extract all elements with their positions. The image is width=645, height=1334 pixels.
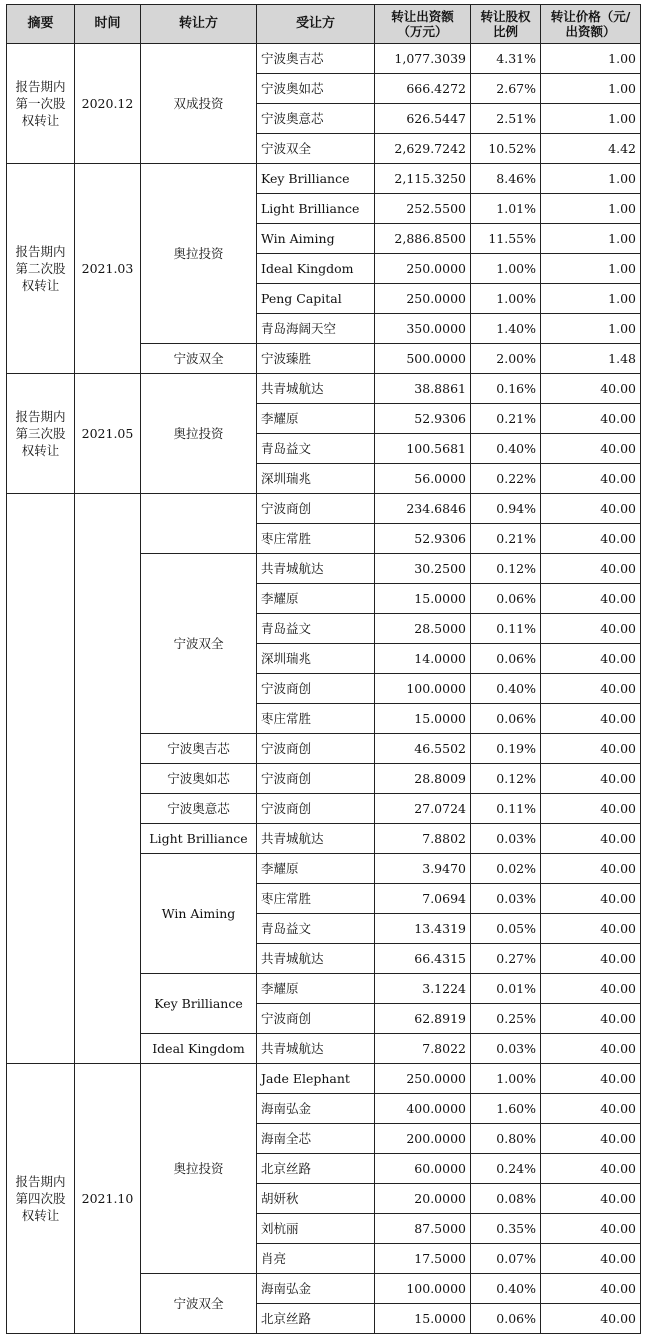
transferor-cell: 奥拉投资: [141, 1064, 257, 1274]
table-row: [7, 164, 641, 194]
price-cell: 40.00: [541, 554, 641, 584]
transferor-cell: 宁波奥如芯: [141, 764, 257, 794]
amount-cell: 30.2500: [375, 554, 471, 584]
transferee-cell: 海南弘金: [257, 1274, 375, 1304]
summary-cell: 报告期内第四次股权转让: [7, 1064, 75, 1334]
amount-cell: 7.8802: [375, 824, 471, 854]
header-transferor: 转让方: [141, 5, 257, 44]
amount-cell: 87.5000: [375, 1214, 471, 1244]
ratio-cell: 0.19%: [471, 734, 541, 764]
ratio-cell: 0.07%: [471, 1244, 541, 1274]
table-row: [7, 374, 641, 404]
transferee-cell: 北京丝路: [257, 1304, 375, 1334]
price-cell: 1.00: [541, 44, 641, 74]
summary-cell: 报告期内第三次股权转让: [7, 374, 75, 494]
transferee-cell: 胡妍秋: [257, 1184, 375, 1214]
price-cell: 40.00: [541, 674, 641, 704]
transferee-cell: 青岛海阔天空: [257, 314, 375, 344]
amount-cell: 66.4315: [375, 944, 471, 974]
transferee-cell: 宁波商创: [257, 734, 375, 764]
price-cell: 40.00: [541, 704, 641, 734]
price-cell: 40.00: [541, 524, 641, 554]
header-price: 转让价格（元/出资额）: [541, 5, 641, 44]
table-row: [7, 494, 641, 524]
ratio-cell: 0.06%: [471, 1304, 541, 1334]
transferee-cell: 共青城航达: [257, 944, 375, 974]
table-row: [7, 44, 641, 74]
ratio-cell: 0.21%: [471, 404, 541, 434]
amount-cell: 62.8919: [375, 1004, 471, 1034]
price-cell: 1.00: [541, 164, 641, 194]
date-cell: 2020.12: [75, 44, 141, 164]
price-cell: 1.48: [541, 344, 641, 374]
ratio-cell: 0.06%: [471, 584, 541, 614]
ratio-cell: 1.01%: [471, 194, 541, 224]
amount-cell: 20.0000: [375, 1184, 471, 1214]
amount-cell: 38.8861: [375, 374, 471, 404]
date-cell: 2021.10: [75, 1064, 141, 1334]
ratio-cell: 0.03%: [471, 1034, 541, 1064]
amount-cell: 15.0000: [375, 584, 471, 614]
ratio-cell: 1.60%: [471, 1094, 541, 1124]
amount-cell: 28.8009: [375, 764, 471, 794]
transferor-cell: 奥拉投资: [141, 374, 257, 494]
ratio-cell: 0.35%: [471, 1214, 541, 1244]
amount-cell: 27.0724: [375, 794, 471, 824]
ratio-cell: 0.11%: [471, 794, 541, 824]
transferee-cell: 宁波商创: [257, 794, 375, 824]
price-cell: 1.00: [541, 284, 641, 314]
transferee-cell: 深圳瑞兆: [257, 644, 375, 674]
transferee-cell: 李耀原: [257, 974, 375, 1004]
transferor-cell: 宁波奥吉芯: [141, 734, 257, 764]
transferee-cell: 海南弘金: [257, 1094, 375, 1124]
price-cell: 40.00: [541, 584, 641, 614]
amount-cell: 15.0000: [375, 704, 471, 734]
amount-cell: 100.0000: [375, 674, 471, 704]
ratio-cell: 0.05%: [471, 914, 541, 944]
transferor-cell: 宁波双全: [141, 344, 257, 374]
header-summary: 摘要: [7, 5, 75, 44]
ratio-cell: 0.12%: [471, 764, 541, 794]
price-cell: 40.00: [541, 1244, 641, 1274]
table-body: [7, 44, 641, 1334]
transferor-cell: 双成投资: [141, 44, 257, 164]
transferor-cell: 宁波奥意芯: [141, 794, 257, 824]
amount-cell: 17.5000: [375, 1244, 471, 1274]
transferee-cell: 宁波奥吉芯: [257, 44, 375, 74]
amount-cell: 200.0000: [375, 1124, 471, 1154]
transferor-cell: [141, 494, 257, 554]
transferee-cell: 宁波商创: [257, 674, 375, 704]
price-cell: 40.00: [541, 1184, 641, 1214]
price-cell: 40.00: [541, 854, 641, 884]
amount-cell: 350.0000: [375, 314, 471, 344]
transferee-cell: 宁波商创: [257, 1004, 375, 1034]
ratio-cell: 2.67%: [471, 74, 541, 104]
price-cell: 40.00: [541, 974, 641, 1004]
amount-cell: 7.8022: [375, 1034, 471, 1064]
ratio-cell: 0.03%: [471, 824, 541, 854]
ratio-cell: 0.03%: [471, 884, 541, 914]
transferee-cell: 宁波臻胜: [257, 344, 375, 374]
price-cell: 40.00: [541, 1004, 641, 1034]
amount-cell: 2,886.8500: [375, 224, 471, 254]
price-cell: 40.00: [541, 404, 641, 434]
header-transferee: 受让方: [257, 5, 375, 44]
amount-cell: 250.0000: [375, 254, 471, 284]
transferee-cell: 宁波奥意芯: [257, 104, 375, 134]
price-cell: 4.42: [541, 134, 641, 164]
price-cell: 40.00: [541, 1304, 641, 1334]
ratio-cell: 0.12%: [471, 554, 541, 584]
transferee-cell: 宁波双全: [257, 134, 375, 164]
summary-cell: 报告期内第一次股权转让: [7, 44, 75, 164]
transferee-cell: 青岛益文: [257, 614, 375, 644]
table-header-row: [7, 5, 641, 44]
transferor-cell: 奥拉投资: [141, 164, 257, 344]
ratio-cell: 10.52%: [471, 134, 541, 164]
amount-cell: 13.4319: [375, 914, 471, 944]
price-cell: 40.00: [541, 1064, 641, 1094]
ratio-cell: 0.25%: [471, 1004, 541, 1034]
price-cell: 40.00: [541, 764, 641, 794]
amount-cell: 46.5502: [375, 734, 471, 764]
amount-cell: 2,115.3250: [375, 164, 471, 194]
transferee-cell: Peng Capital: [257, 284, 375, 314]
ratio-cell: 0.27%: [471, 944, 541, 974]
price-cell: 40.00: [541, 734, 641, 764]
price-cell: 40.00: [541, 374, 641, 404]
ratio-cell: 1.00%: [471, 284, 541, 314]
transferor-cell: Key Brilliance: [141, 974, 257, 1034]
ratio-cell: 8.46%: [471, 164, 541, 194]
summary-cell: 报告期内第二次股权转让: [7, 164, 75, 374]
ratio-cell: 2.00%: [471, 344, 541, 374]
price-cell: 1.00: [541, 74, 641, 104]
transferor-cell: Win Aiming: [141, 854, 257, 974]
price-cell: 40.00: [541, 884, 641, 914]
price-cell: 40.00: [541, 1034, 641, 1064]
transferee-cell: 宁波奥如芯: [257, 74, 375, 104]
ratio-cell: 0.40%: [471, 674, 541, 704]
summary-cell: [7, 494, 75, 1064]
transferee-cell: 青岛益文: [257, 434, 375, 464]
price-cell: 1.00: [541, 224, 641, 254]
transferee-cell: 枣庄常胜: [257, 884, 375, 914]
amount-cell: 250.0000: [375, 1064, 471, 1094]
ratio-cell: 0.40%: [471, 434, 541, 464]
amount-cell: 666.4272: [375, 74, 471, 104]
transferee-cell: Light Brilliance: [257, 194, 375, 224]
ratio-cell: 0.08%: [471, 1184, 541, 1214]
amount-cell: 234.6846: [375, 494, 471, 524]
price-cell: 40.00: [541, 494, 641, 524]
transferor-cell: 宁波双全: [141, 1274, 257, 1334]
amount-cell: 500.0000: [375, 344, 471, 374]
amount-cell: 7.0694: [375, 884, 471, 914]
ratio-cell: 0.40%: [471, 1274, 541, 1304]
transferee-cell: Ideal Kingdom: [257, 254, 375, 284]
transferee-cell: 深圳瑞兆: [257, 464, 375, 494]
price-cell: 40.00: [541, 1094, 641, 1124]
transferee-cell: Jade Elephant: [257, 1064, 375, 1094]
ratio-cell: 0.24%: [471, 1154, 541, 1184]
transferee-cell: 枣庄常胜: [257, 524, 375, 554]
transferee-cell: 宁波商创: [257, 494, 375, 524]
amount-cell: 252.5500: [375, 194, 471, 224]
ratio-cell: 1.00%: [471, 254, 541, 284]
ratio-cell: 1.00%: [471, 1064, 541, 1094]
price-cell: 40.00: [541, 1124, 641, 1154]
amount-cell: 100.5681: [375, 434, 471, 464]
transferor-cell: 宁波双全: [141, 554, 257, 734]
ratio-cell: 2.51%: [471, 104, 541, 134]
transferee-cell: 宁波商创: [257, 764, 375, 794]
date-cell: 2021.03: [75, 164, 141, 374]
price-cell: 40.00: [541, 464, 641, 494]
ratio-cell: 0.16%: [471, 374, 541, 404]
ratio-cell: 0.21%: [471, 524, 541, 554]
ratio-cell: 4.31%: [471, 44, 541, 74]
price-cell: 1.00: [541, 254, 641, 284]
ratio-cell: 0.06%: [471, 704, 541, 734]
ratio-cell: 0.22%: [471, 464, 541, 494]
amount-cell: 14.0000: [375, 644, 471, 674]
transferee-cell: 共青城航达: [257, 824, 375, 854]
ratio-cell: 0.94%: [471, 494, 541, 524]
transferor-cell: Light Brilliance: [141, 824, 257, 854]
ratio-cell: 11.55%: [471, 224, 541, 254]
date-cell: 2021.05: [75, 374, 141, 494]
amount-cell: 2,629.7242: [375, 134, 471, 164]
ratio-cell: 1.40%: [471, 314, 541, 344]
amount-cell: 60.0000: [375, 1154, 471, 1184]
price-cell: 40.00: [541, 434, 641, 464]
transferee-cell: 共青城航达: [257, 1034, 375, 1064]
transferee-cell: 北京丝路: [257, 1154, 375, 1184]
header-amount: 转让出资额（万元）: [375, 5, 471, 44]
amount-cell: 3.9470: [375, 854, 471, 884]
amount-cell: 28.5000: [375, 614, 471, 644]
amount-cell: 56.0000: [375, 464, 471, 494]
price-cell: 1.00: [541, 104, 641, 134]
price-cell: 40.00: [541, 1214, 641, 1244]
amount-cell: 626.5447: [375, 104, 471, 134]
table-row: [7, 1064, 641, 1094]
amount-cell: 250.0000: [375, 284, 471, 314]
price-cell: 40.00: [541, 614, 641, 644]
amount-cell: 100.0000: [375, 1274, 471, 1304]
transferee-cell: Key Brilliance: [257, 164, 375, 194]
transferee-cell: 肖亮: [257, 1244, 375, 1274]
amount-cell: 3.1224: [375, 974, 471, 1004]
amount-cell: 52.9306: [375, 524, 471, 554]
price-cell: 40.00: [541, 1274, 641, 1304]
transferee-cell: 青岛益文: [257, 914, 375, 944]
transferee-cell: Win Aiming: [257, 224, 375, 254]
ratio-cell: 0.02%: [471, 854, 541, 884]
date-cell: [75, 494, 141, 1064]
header-ratio: 转让股权比例: [471, 5, 541, 44]
amount-cell: 1,077.3039: [375, 44, 471, 74]
ratio-cell: 0.01%: [471, 974, 541, 1004]
equity-transfer-table: [6, 4, 641, 1334]
price-cell: 40.00: [541, 644, 641, 674]
transferee-cell: 枣庄常胜: [257, 704, 375, 734]
transferee-cell: 刘杭丽: [257, 1214, 375, 1244]
transferee-cell: 李耀原: [257, 584, 375, 614]
amount-cell: 52.9306: [375, 404, 471, 434]
price-cell: 40.00: [541, 794, 641, 824]
amount-cell: 400.0000: [375, 1094, 471, 1124]
price-cell: 40.00: [541, 944, 641, 974]
transferee-cell: 李耀原: [257, 404, 375, 434]
ratio-cell: 0.06%: [471, 644, 541, 674]
transferee-cell: 共青城航达: [257, 374, 375, 404]
price-cell: 1.00: [541, 314, 641, 344]
transferor-cell: Ideal Kingdom: [141, 1034, 257, 1064]
transferee-cell: 海南全芯: [257, 1124, 375, 1154]
ratio-cell: 0.11%: [471, 614, 541, 644]
amount-cell: 15.0000: [375, 1304, 471, 1334]
price-cell: 1.00: [541, 194, 641, 224]
price-cell: 40.00: [541, 914, 641, 944]
transferee-cell: 李耀原: [257, 854, 375, 884]
price-cell: 40.00: [541, 1154, 641, 1184]
price-cell: 40.00: [541, 824, 641, 854]
ratio-cell: 0.80%: [471, 1124, 541, 1154]
header-date: 时间: [75, 5, 141, 44]
transferee-cell: 共青城航达: [257, 554, 375, 584]
